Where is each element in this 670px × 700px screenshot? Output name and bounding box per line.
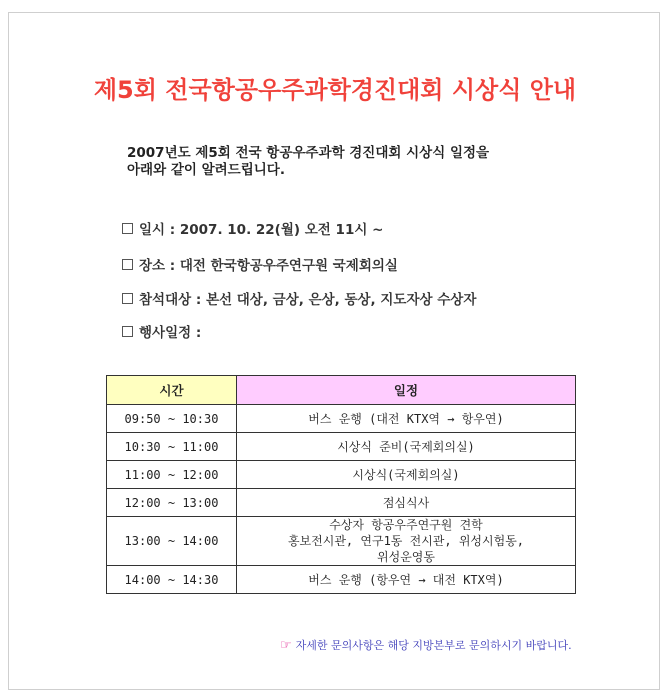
row-event-line: 점심식사 <box>382 496 430 510</box>
header-time: 시간 <box>107 376 237 405</box>
checkbox-square-icon <box>122 223 133 234</box>
table-row <box>107 433 576 461</box>
checkbox-square-icon <box>122 326 133 337</box>
row-time: 10:30 ~ 11:00 <box>107 433 237 461</box>
row-event-line: 버스 운행 (대전 KTX역 → 항우연) <box>308 412 504 426</box>
row-event-line: 위성운영동 <box>377 550 435 564</box>
info-item-schedule <box>122 321 201 341</box>
row-time: 12:00 ~ 13:00 <box>107 489 237 517</box>
row-time: 09:50 ~ 10:30 <box>107 405 237 433</box>
checkbox-square-icon <box>122 259 133 270</box>
row-event <box>237 461 576 489</box>
pointing-hand-icon: ☞ <box>280 638 292 653</box>
row-event <box>237 405 576 433</box>
info-item-label: 일시 : 2007. 10. 22(월) 오전 11시 ~ <box>139 222 384 238</box>
row-event <box>237 517 576 566</box>
intro-line-1: 2007년도 제5회 전국 항공우주과학 경진대회 시상식 일정을 <box>127 145 490 161</box>
info-item-label: 참석대상 : 본선 대상, 금상, 은상, 동상, 지도자상 수상자 <box>139 292 477 308</box>
table-row <box>107 461 576 489</box>
row-time: 14:00 ~ 14:30 <box>107 566 237 594</box>
info-item-attendees <box>122 288 476 308</box>
schedule-header-row <box>107 376 576 405</box>
header-event: 일정 <box>237 376 576 405</box>
table-row <box>107 566 576 594</box>
row-time: 11:00 ~ 12:00 <box>107 461 237 489</box>
table-row <box>107 405 576 433</box>
info-item-label: 행사일정 : <box>139 325 202 341</box>
row-event-line: 수상자 항공우주연구원 견학 <box>329 518 483 532</box>
contact-note <box>280 637 572 653</box>
row-event <box>237 433 576 461</box>
info-item-venue <box>122 254 398 274</box>
info-item-date <box>122 218 383 238</box>
schedule-table <box>106 375 576 594</box>
row-time: 13:00 ~ 14:00 <box>107 517 237 566</box>
table-row <box>107 517 576 566</box>
row-event-line: 버스 운행 (항우연 → 대전 KTX역) <box>308 573 504 587</box>
contact-note-text: 자세한 문의사항은 해당 지방본부로 문의하시기 바랍니다. <box>295 639 572 652</box>
page-title: 제5회 전국항공우주과학경진대회 시상식 안내 <box>93 76 577 104</box>
row-event-line: 홍보전시관, 연구1동 전시관, 위성시험동, <box>287 534 525 548</box>
table-row <box>107 489 576 517</box>
checkbox-square-icon <box>122 293 133 304</box>
row-event-line: 시상식 준비(국제회의실) <box>337 440 475 454</box>
row-event <box>237 489 576 517</box>
intro-line-2: 아래와 같이 알려드립니다. <box>127 162 285 178</box>
row-event <box>237 566 576 594</box>
intro-text <box>127 145 597 179</box>
info-item-label: 장소 : 대전 한국항공우주연구원 국제회의실 <box>139 258 398 274</box>
row-event-line: 시상식(국제회의실) <box>352 468 460 482</box>
